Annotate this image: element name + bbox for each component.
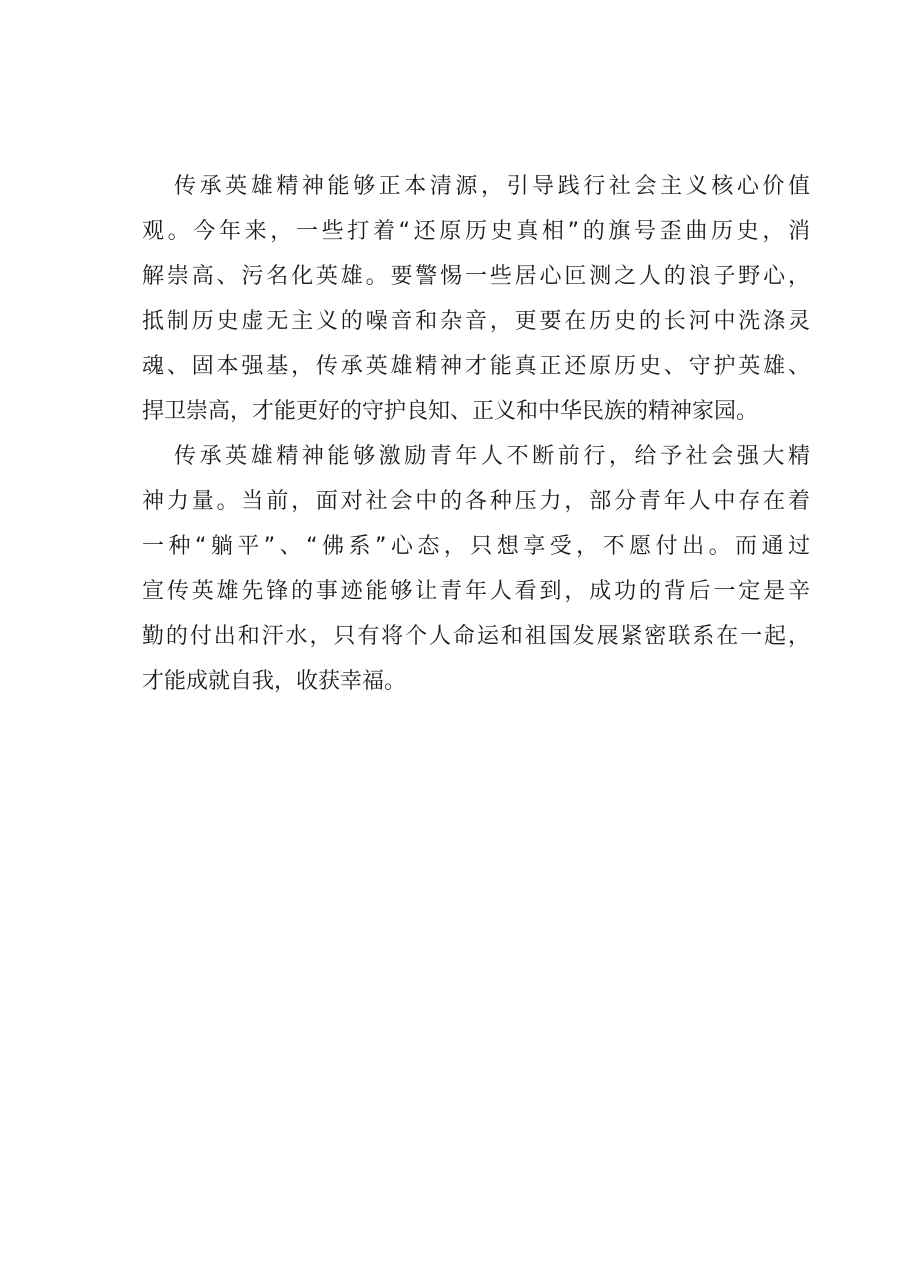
paragraph-line: 一种“躺平”、“佛系”心态，只想享受，不愿付出。而通过 [142, 534, 810, 559]
paragraph-line: 观。今年来，一些打着“还原历史真相”的旗号歪曲历史，消 [142, 219, 810, 244]
document-body [142, 164, 810, 704]
paragraph-line: 抵制历史虚无主义的噪音和杂音，更要在历史的长河中洗涤灵 [142, 309, 810, 334]
paragraph-line: 魂、固本强基，传承英雄精神才能真正还原历史、守护英雄、 [142, 354, 810, 379]
paragraph-1 [142, 164, 810, 434]
paragraph-line: 解崇高、污名化英雄。要警惕一些居心叵测之人的浪子野心， [142, 264, 810, 289]
paragraph-line: 神力量。当前，面对社会中的各种压力，部分青年人中存在着 [142, 489, 810, 514]
paragraph-line: 传承英雄精神能够激励青年人不断前行，给予社会强大精 [174, 444, 810, 469]
paragraph-line: 宣传英雄先锋的事迹能够让青年人看到，成功的背后一定是辛 [142, 579, 810, 604]
paragraph-2 [142, 434, 810, 704]
paragraph-line: 捍卫崇高，才能更好的守护良知、正义和中华民族的精神家园。 [142, 399, 759, 424]
paragraph-line: 才能成就自我，收获幸福。 [142, 669, 407, 694]
paragraph-line: 勤的付出和汗水，只有将个人命运和祖国发展紧密联系在一起， [142, 624, 810, 649]
paragraph-line: 传承英雄精神能够正本清源，引导践行社会主义核心价值 [174, 174, 810, 199]
